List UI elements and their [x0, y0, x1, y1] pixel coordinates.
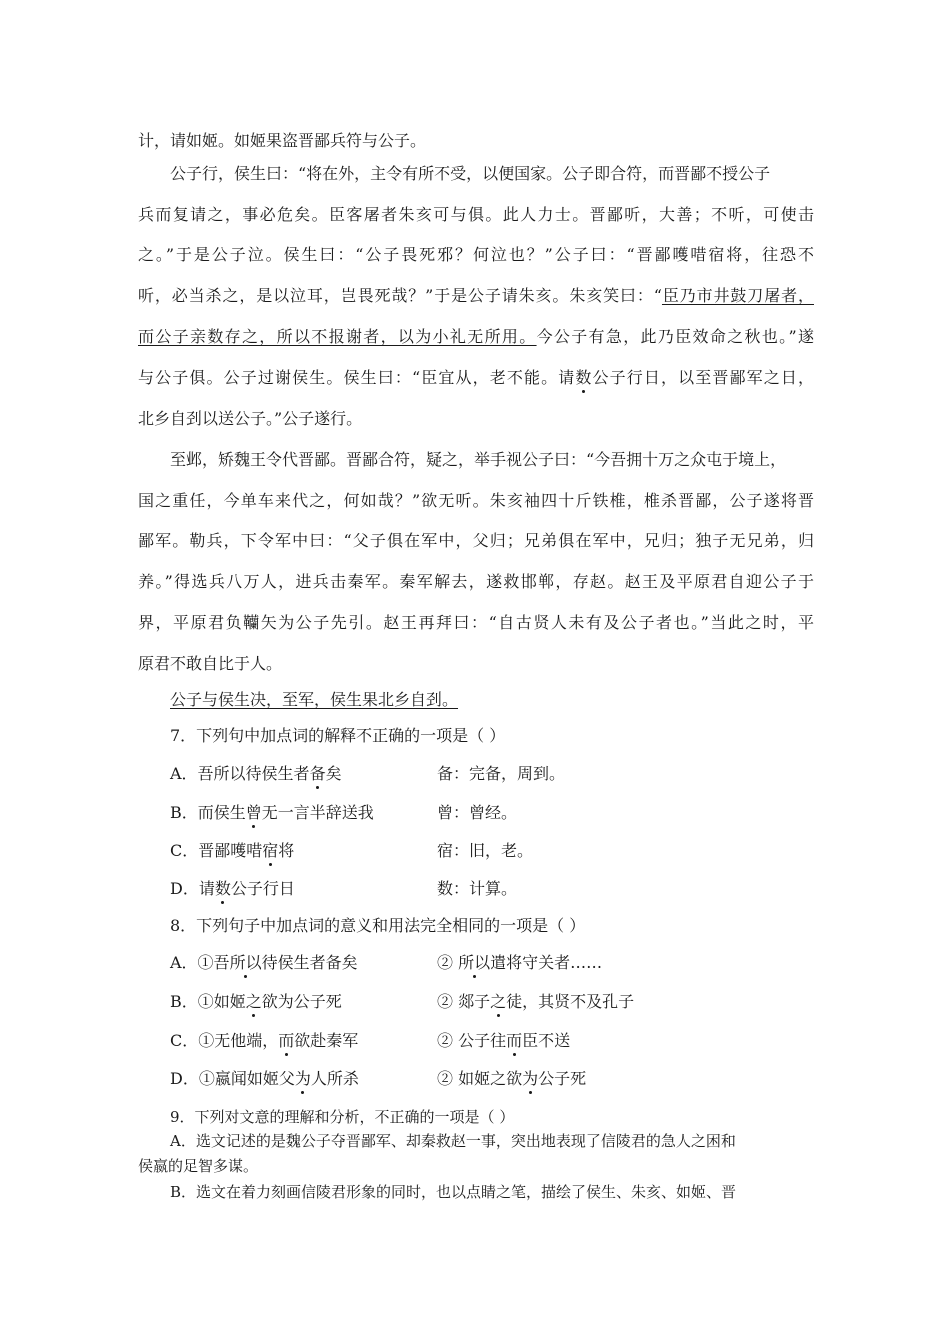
- q7-option-d-gloss: 数：计算。: [437, 879, 518, 898]
- q7-option-c-gloss: 宿：旧，老。: [437, 841, 534, 860]
- option-text: C．①无他端，: [170, 1031, 279, 1050]
- question-9-stem: 9．下列对文意的理解和分析，不正确的一项是（ ）: [170, 1108, 515, 1126]
- option-text: 遣将守关者……: [490, 953, 603, 972]
- option-text: ②: [437, 953, 459, 972]
- emphasized-word: 为: [294, 1069, 311, 1088]
- q7-option-b: [170, 803, 374, 823]
- option-text: 无一言半辞送我: [261, 803, 374, 822]
- q7-option-a-gloss: 备：完备，周到。: [437, 764, 566, 783]
- option-text: 将: [278, 841, 295, 860]
- passage-text: 听，必当杀之，是以泣耳，岂畏死哉？”于是公子请朱亥。朱亥笑曰：“: [138, 286, 662, 305]
- q7-option-c: [170, 841, 294, 861]
- passage-line-12: 养。”得选兵八万人，进兵击秦军。秦军解去，遂救邯郸，存赵。赵王及平原君自迎公子于: [138, 572, 814, 591]
- q9-option-a-line-1: A．选文记述的是魏公子夺晋鄙军、却秦救赵一事，突出地表现了信陵君的急人之困和: [170, 1132, 736, 1150]
- passage-line-9: 至邺，矫魏王令代晋鄙。晋鄙合符，疑之，举手视公子曰：“今吾拥十万之众屯于境上，: [170, 450, 787, 469]
- option-text: 待侯生者备矣: [261, 953, 358, 972]
- passage-line-10: 国之重任，今单车来代之，何如哉？”欲无听。朱亥袖四十斤铁椎，椎杀晋鄙，公子遂将晋: [138, 491, 814, 510]
- passage-line-5: [138, 286, 814, 306]
- option-text: 公子行日: [230, 879, 295, 898]
- q8-option-c-2: [437, 1031, 570, 1051]
- option-text: D．请: [170, 879, 215, 898]
- option-text: ② 如姬之欲: [437, 1069, 523, 1088]
- passage-text: 今公子有急，此乃臣效命之秋也。”遂: [536, 327, 814, 346]
- q8-option-b-1: [170, 992, 342, 1012]
- emphasized-word: 之: [490, 992, 507, 1011]
- q7-option-d: [170, 879, 295, 899]
- underlined-sentence: 而公子亲数存之，所以不报谢者，以为小礼无所用。: [138, 327, 537, 346]
- passage-line-7: [138, 368, 814, 388]
- passage-line-14: 原君不敢自比于人。: [138, 654, 283, 673]
- option-text: 公子死: [538, 1069, 587, 1088]
- emphasized-word: 曾: [245, 803, 262, 822]
- option-text: B．①如姬: [170, 992, 246, 1011]
- passage-line-8: 北乡自刭以送公子。”公子遂行。: [138, 409, 363, 428]
- option-text: 徒，其贤不及孔子: [506, 992, 635, 1011]
- q7-option-b-gloss: 曾：曾经。: [437, 803, 518, 822]
- emphasized-word: 而: [506, 1031, 523, 1050]
- option-text: A．吾所以待侯生者: [170, 764, 310, 783]
- emphasized-word: 宿: [262, 841, 279, 860]
- option-text: 矣: [325, 764, 342, 783]
- passage-line-1: 计，请如姬。如姬果盗晋鄙兵符与公子。: [138, 131, 427, 150]
- option-text: B．而侯生: [170, 803, 246, 822]
- q8-option-c-1: [170, 1031, 358, 1051]
- emphasized-word: 数: [575, 368, 593, 387]
- option-text: 欲赴秦军: [294, 1031, 359, 1050]
- passage-text: 与公子俱。公子过谢侯生。侯生曰：“臣宜从，老不能。请: [138, 368, 576, 387]
- option-text: 欲为公子死: [261, 992, 342, 1011]
- option-text: ② 公子往: [437, 1031, 507, 1050]
- emphasized-word: 而: [278, 1031, 295, 1050]
- q9-option-a-line-2: 侯嬴的足智多谋。: [138, 1157, 259, 1175]
- question-8-stem: 8．下列句子中加点词的意义和用法完全相同的一项是（ ）: [170, 916, 586, 935]
- passage-line-15-underlined: 公子与侯生决，至军，侯生果北乡自刭。: [170, 690, 459, 709]
- passage-line-6: [138, 327, 814, 347]
- emphasized-word: 数: [214, 879, 231, 898]
- q8-option-d-2: [437, 1069, 586, 1089]
- underlined-sentence: 臣乃市井鼓刀屠者，: [661, 286, 814, 305]
- question-7-stem: 7．下列句中加点词的解释不正确的一项是（ ）: [170, 726, 506, 745]
- emphasized-word: 所以: [458, 953, 491, 972]
- emphasized-word: 之: [245, 992, 262, 1011]
- emphasized-word: 为: [522, 1069, 539, 1088]
- passage-line-3: 兵而复请之，事必危矣。臣客屠者朱亥可与俱。此人力士。晋鄙听，大善；不听，可使击: [138, 205, 814, 224]
- q8-option-d-1: [170, 1069, 359, 1089]
- passage-line-11: 鄙军。勒兵，下令军中曰：“父子俱在军中，父归；兄弟俱在军中，兄归；独子无兄弟，归: [138, 531, 814, 550]
- option-text: C．晋鄙嚄唶: [170, 841, 263, 860]
- q9-option-b-line-1: B．选文在着力刻画信陵君形象的同时，也以点睛之笔，描绘了侯生、朱亥、如姬、晋: [170, 1183, 737, 1201]
- q7-option-a: [170, 764, 342, 784]
- option-text: D．①嬴闻如姬父: [170, 1069, 295, 1088]
- passage-line-13: 界，平原君负韊矢为公子先引。赵王再拜曰：“自古贤人未有及公子者也。”当此之时，平: [138, 613, 814, 632]
- emphasized-word: 所以: [229, 953, 262, 972]
- q8-option-b-2: [437, 992, 634, 1012]
- option-text: ② 郯子: [437, 992, 491, 1011]
- option-text: 人所杀: [310, 1069, 359, 1088]
- passage-line-4: 之。”于是公子泣。侯生曰：“公子畏死邪？何泣也？”公子曰：“晋鄙嚄唶宿将，往恐不: [138, 245, 814, 264]
- option-text: 臣不送: [522, 1031, 571, 1050]
- option-text: A．①吾: [170, 953, 230, 972]
- q8-option-a-2: [437, 953, 602, 973]
- emphasized-word: 备: [309, 764, 326, 783]
- q8-option-a-1: [170, 953, 358, 973]
- passage-line-2: 公子行，侯生曰：“将在外，主令有所不受，以便国家。公子即合符，而晋鄙不授公子: [170, 164, 771, 183]
- passage-text: 公子行日，以至晋鄙军之日，: [592, 368, 814, 387]
